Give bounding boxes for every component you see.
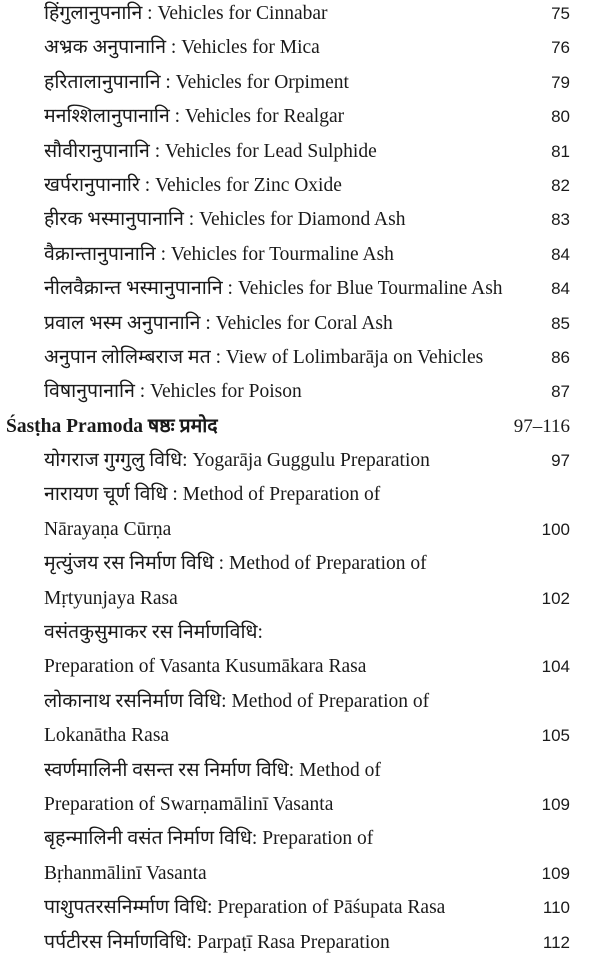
toc-entry	[0, 822, 600, 891]
entry-title: मृत्युंजय रस निर्माण विधि : Method of Preparation of	[44, 553, 427, 575]
entry-line	[0, 66, 600, 100]
toc-entry	[0, 307, 600, 341]
entry-title: अभ्रक अनुपानानि : Vehicles for Mica	[44, 37, 320, 59]
entry-title: Preparation of Swarṇamālinī Vasanta	[44, 793, 334, 815]
entry-title: वैक्रान्तानुपानानि : Vehicles for Tourmaline Ash	[44, 243, 394, 265]
entry-title: बृहन्मालिनी वसंत निर्माण विधि: Preparation of	[44, 828, 374, 850]
page-number: 87	[551, 382, 570, 402]
toc-entry	[0, 926, 600, 960]
entry-line	[0, 891, 600, 925]
entry-line	[0, 513, 600, 547]
entry-line	[0, 616, 600, 650]
page-number: 82	[551, 175, 570, 195]
entry-title: Preparation of Vasanta Kusumākara Rasa	[44, 656, 367, 678]
page-number: 110	[542, 898, 570, 918]
page-number: 102	[541, 588, 570, 608]
page-number: 97	[551, 451, 570, 471]
page-number: 84	[551, 279, 570, 299]
entry-title: Śasṭha Pramoda षष्ठः प्रमोद	[6, 415, 218, 437]
page-number: 100	[541, 519, 570, 539]
entry-line	[0, 478, 600, 512]
page-number: 112	[542, 932, 570, 952]
toc-entry	[0, 66, 600, 100]
section-heading	[0, 410, 600, 444]
page-number: 84	[551, 244, 570, 264]
toc-entry	[0, 478, 600, 547]
page-number: 75	[551, 4, 570, 23]
entry-line	[0, 857, 600, 891]
entry-title: हिंगुलानुपनानि : Vehicles for Cinnabar	[44, 3, 328, 24]
entry-title: खर्परानुपानारि : Vehicles for Zinc Oxide	[44, 174, 342, 196]
entry-title: पर्पटीरस निर्माणविधि: Parpaṭī Rasa Preparation	[44, 931, 390, 953]
toc-entry	[0, 616, 600, 685]
entry-title: Mṛtyunjaya Rasa	[44, 587, 178, 609]
entry-line	[0, 410, 600, 444]
entry-line	[0, 135, 600, 169]
toc-entry	[0, 754, 600, 823]
entry-line	[0, 444, 600, 478]
entry-line	[0, 341, 600, 375]
page-number: 79	[551, 72, 570, 92]
toc-entry	[0, 272, 600, 306]
page-number: 80	[551, 107, 570, 127]
entry-title: अनुपान लोलिम्बराज मत : View of Lolimbarāja on Vehicles	[44, 346, 484, 368]
entry-line	[0, 788, 600, 822]
toc-entry	[0, 31, 600, 65]
entry-title: Nārayaṇa Cūrṇa	[44, 518, 172, 540]
entry-line	[0, 31, 600, 65]
page-number: 105	[541, 726, 570, 746]
entry-title: पाशुपतरसनिर्म्माण विधि: Preparation of Pāśupata Rasa	[44, 897, 446, 919]
entry-line	[0, 169, 600, 203]
toc-entry	[0, 0, 600, 31]
page-number: 97–116	[513, 415, 570, 437]
entry-line	[0, 307, 600, 341]
page-number: 83	[551, 210, 570, 230]
entry-title: वसंतकुसुमाकर रस निर्माणविधि:	[44, 622, 263, 644]
entry-title: Bṛhanmālinī Vasanta	[44, 862, 207, 884]
entry-title: हरितालानुपानानि : Vehicles for Orpiment	[44, 71, 349, 93]
toc-entry	[0, 444, 600, 478]
page-number: 76	[551, 38, 570, 58]
entry-title: Lokanātha Rasa	[44, 725, 170, 747]
entry-title: विषानुपानानि : Vehicles for Poison	[44, 381, 302, 403]
entry-line	[0, 650, 600, 684]
toc-entry	[0, 341, 600, 375]
entry-title: नीलवैक्रान्त भस्मानुपानानि : Vehicles for Blue Tourmaline Ash	[44, 278, 503, 300]
toc-entry	[0, 169, 600, 203]
page-number: 85	[551, 313, 570, 333]
entry-title: सौवीरानुपानानि : Vehicles for Lead Sulphide	[44, 140, 377, 162]
entry-line	[0, 926, 600, 960]
entry-line	[0, 238, 600, 272]
page-number: 109	[541, 863, 570, 883]
entry-title: मनश्शिलानुपानानि : Vehicles for Realgar	[44, 106, 345, 128]
page-number: 109	[541, 794, 570, 814]
entry-title: योगराज गुग्गुलु विधि: Yogarāja Guggulu Preparation	[44, 450, 430, 472]
entry-line	[0, 547, 600, 581]
entry-line	[0, 100, 600, 134]
entry-line	[0, 203, 600, 237]
entry-line	[0, 582, 600, 616]
toc-entry	[0, 135, 600, 169]
entry-line	[0, 754, 600, 788]
entry-title: लोकानाथ रसनिर्माण विधि: Method of Preparation of	[44, 690, 430, 712]
entry-title: प्रवाल भस्म अनुपानानि : Vehicles for Coral Ash	[44, 312, 393, 334]
entry-title: नारायण चूर्ण विधि : Method of Preparation of	[44, 484, 381, 506]
entry-line	[0, 0, 600, 31]
toc-entry	[0, 203, 600, 237]
entry-line	[0, 375, 600, 409]
entry-line	[0, 719, 600, 753]
entry-line	[0, 685, 600, 719]
page-number: 86	[551, 347, 570, 367]
page-number: 81	[551, 141, 570, 161]
entry-line	[0, 822, 600, 856]
toc-entry	[0, 238, 600, 272]
toc-entry	[0, 685, 600, 754]
page-number: 104	[541, 657, 570, 677]
toc-entry	[0, 547, 600, 616]
toc-entry	[0, 375, 600, 409]
toc-entry	[0, 891, 600, 925]
entry-title: स्वर्णमालिनी वसन्त रस निर्माण विधि: Method of	[44, 759, 381, 781]
entry-title: हीरक भस्मानुपानानि : Vehicles for Diamond Ash	[44, 209, 406, 231]
toc-entry	[0, 100, 600, 134]
entry-line	[0, 272, 600, 306]
